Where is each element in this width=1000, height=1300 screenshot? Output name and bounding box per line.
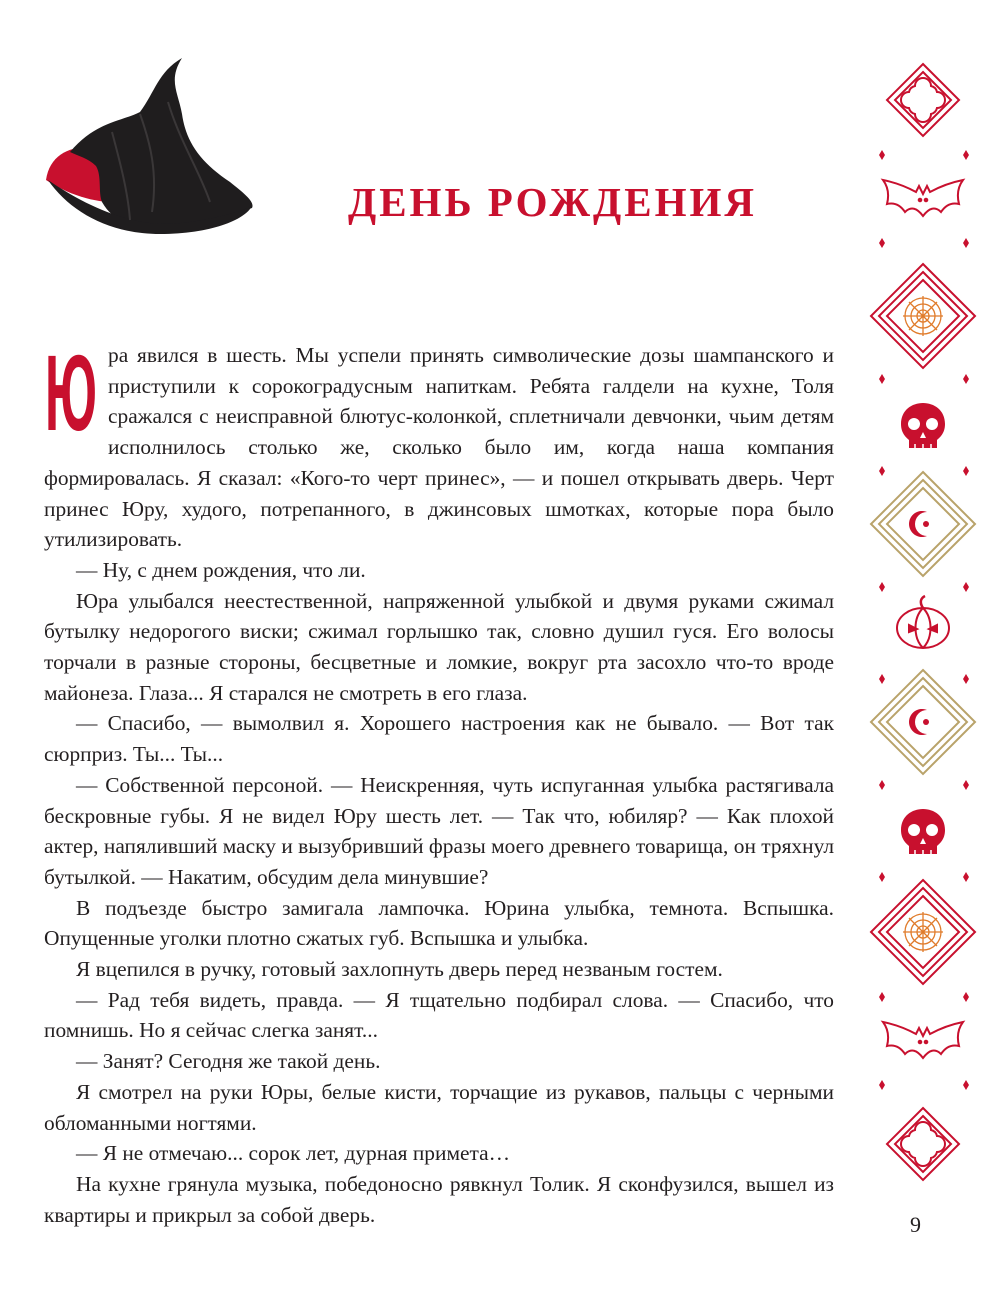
witch-hat-illustration — [40, 52, 270, 242]
pumpkin-icon — [897, 596, 949, 648]
paragraph-text: ра явился в шесть. Мы успели принять символические дозы шампанского и приступили к сорокоградусным напиткам. Ребята галдели на кухне, Толя сражался с неисправной блютус-колонкой, сплетничали девчонки, чьим детям исполнилось столько же, сколько было им, когда наша компания формировалась. Я сказал: «Кого-то черт принес», — и пошел открывать дверь. Черт принес Юру, худого, потрепанного, в джинсовых шмотках, которые пора было утилизировать. — [44, 343, 834, 552]
bat-icon — [883, 1022, 963, 1058]
drop-cap — [44, 332, 98, 453]
sidebar-ornaments — [868, 62, 978, 1192]
crescent-moon-diamond-icon — [871, 472, 975, 576]
sparkle-icon — [879, 150, 969, 160]
quatrefoil-diamond-icon — [887, 64, 959, 136]
paragraph: — Ну, с днем рождения, что ли. — [76, 557, 366, 582]
paragraph: Юра улыбался неестественной, напряженной улыбкой и двумя руками сжимал бутылку недорогого виски; сжимал горлышко так, словно душил гуся. Его волосы торчали в разные стороны, бесцветные и ломкие, вокруг рта засохло что-то вроде майонеза. Глаза... Я старался не смотреть в его глаза. — [44, 588, 834, 705]
paragraph: — Спасибо, — вымолвил я. Хорошего настроения как не бывало. — Вот так сюрприз. Ты... Ты... — [44, 711, 834, 767]
chapter-title: ДЕНЬ РОЖДЕНИЯ — [348, 179, 757, 225]
paragraph: — Рад тебя видеть, правда. — Я тщательно подбирал слова. — Спасибо, что помнишь. Но я сейчас слегка занят... — [44, 987, 834, 1043]
paragraph: На кухне грянула музыка, победоносно рявкнул Толик. Я сконфузился, вышел из квартиры и прикрыл за собой дверь. — [44, 1171, 834, 1227]
paragraph: Я вцепился в ручку, готовый захлопнуть дверь перед незваным гостем. — [76, 957, 723, 982]
page-number: 9 — [910, 1212, 921, 1237]
drop-cap-letter: Ю — [45, 332, 97, 453]
chapter-body — [44, 332, 834, 1230]
paragraph: В подъезде быстро замигала лампочка. Юрина улыбка, темнота. Вспышка. Опущенные уголки плотно сжатых губ. Вспышка и улыбка. — [44, 895, 834, 951]
bat-icon — [883, 180, 963, 216]
spiderweb-diamond-icon — [871, 880, 975, 984]
paragraph: Я смотрел на руки Юры, белые кисти, торчащие из рукавов, пальцы с черными обломанными ногтями. — [44, 1079, 834, 1135]
spiderweb-diamond-icon — [871, 264, 975, 368]
paragraph: — Занят? Сегодня же такой день. — [76, 1049, 381, 1074]
crescent-moon-diamond-icon — [871, 670, 975, 774]
skull-icon — [901, 809, 945, 855]
paragraph — [44, 332, 834, 555]
paragraph: — Я не отмечаю... сорок лет, дурная примета… — [76, 1141, 510, 1166]
skull-icon — [901, 403, 945, 449]
paragraph: — Собственной персоной. — Неискренняя, чуть испуганная улыбка растягивала бескровные губы. Я не видел Юру шесть лет. — Так что, юбиляр? — Как плохой актер, напяливший маску и вызубривший фразы моего древнего товарища, он тряхнул бутылкой. — Накатим, обсудим дела минувшие? — [44, 772, 834, 889]
quatrefoil-diamond-icon — [887, 1108, 959, 1180]
